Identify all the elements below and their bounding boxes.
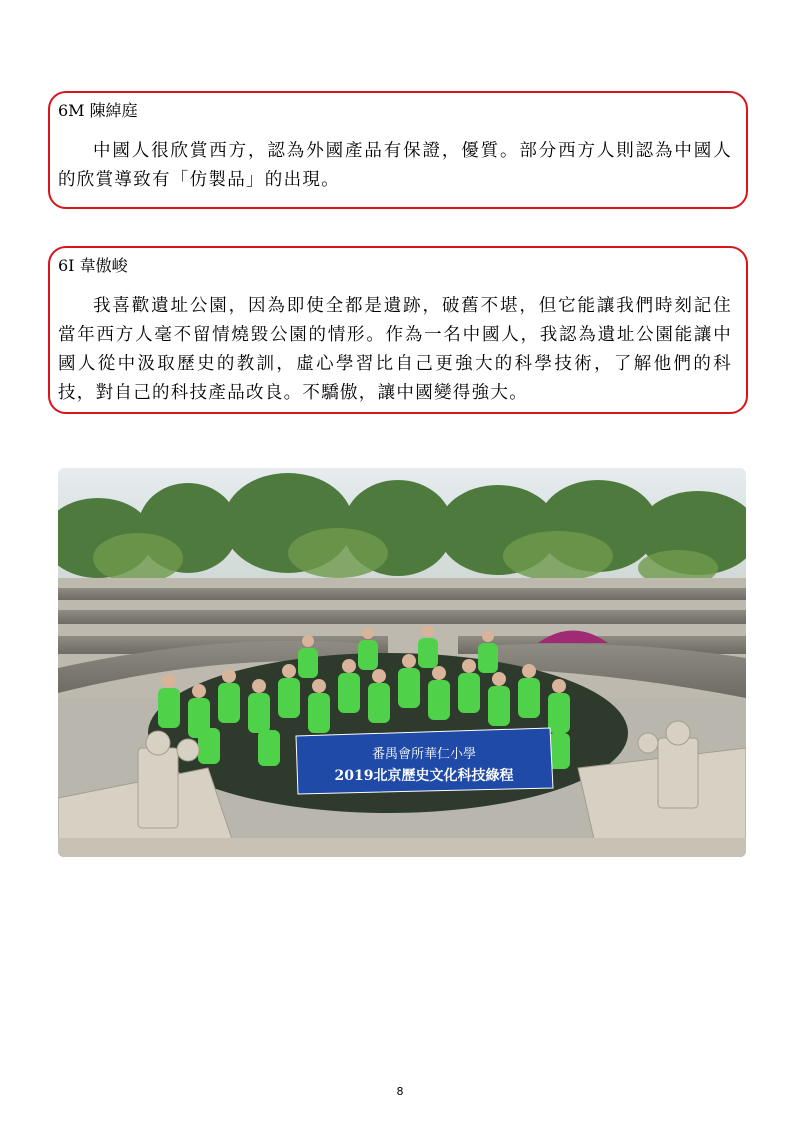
essay-text: 中國人很欣賞西方，認為外國產品有保證，優質。部分西方人則認為中國人的欣賞導致有「仿製品」的出現。 — [58, 141, 732, 190]
author-name: 6I 韋傲峻 — [58, 256, 128, 275]
author-name: 6M 陳綽庭 — [58, 101, 138, 120]
banner-line-2: 2019北京歷史文化科技綠程 — [334, 768, 514, 784]
banner-line-1: 番禺會所華仁小學 — [371, 747, 477, 762]
group-banner — [296, 728, 553, 794]
essay-box-1 — [48, 91, 748, 209]
essay-box-2 — [48, 246, 748, 414]
essay-text: 我喜歡遺址公園，因為即使全都是遺跡，破舊不堪，但它能讓我們時刻記住當年西方人毫不留情燒毀公園的情形。作為一名中國人，我認為遺址公園能讓中國人從中汲取歷史的教訓，虛心學習比自己更強大的科學技術，了解他們的科技，對自己的科技產品改良。不驕傲，讓中國變得強大。 — [58, 296, 732, 403]
group-photo — [58, 468, 746, 857]
page-number: 8 — [396, 1085, 404, 1098]
